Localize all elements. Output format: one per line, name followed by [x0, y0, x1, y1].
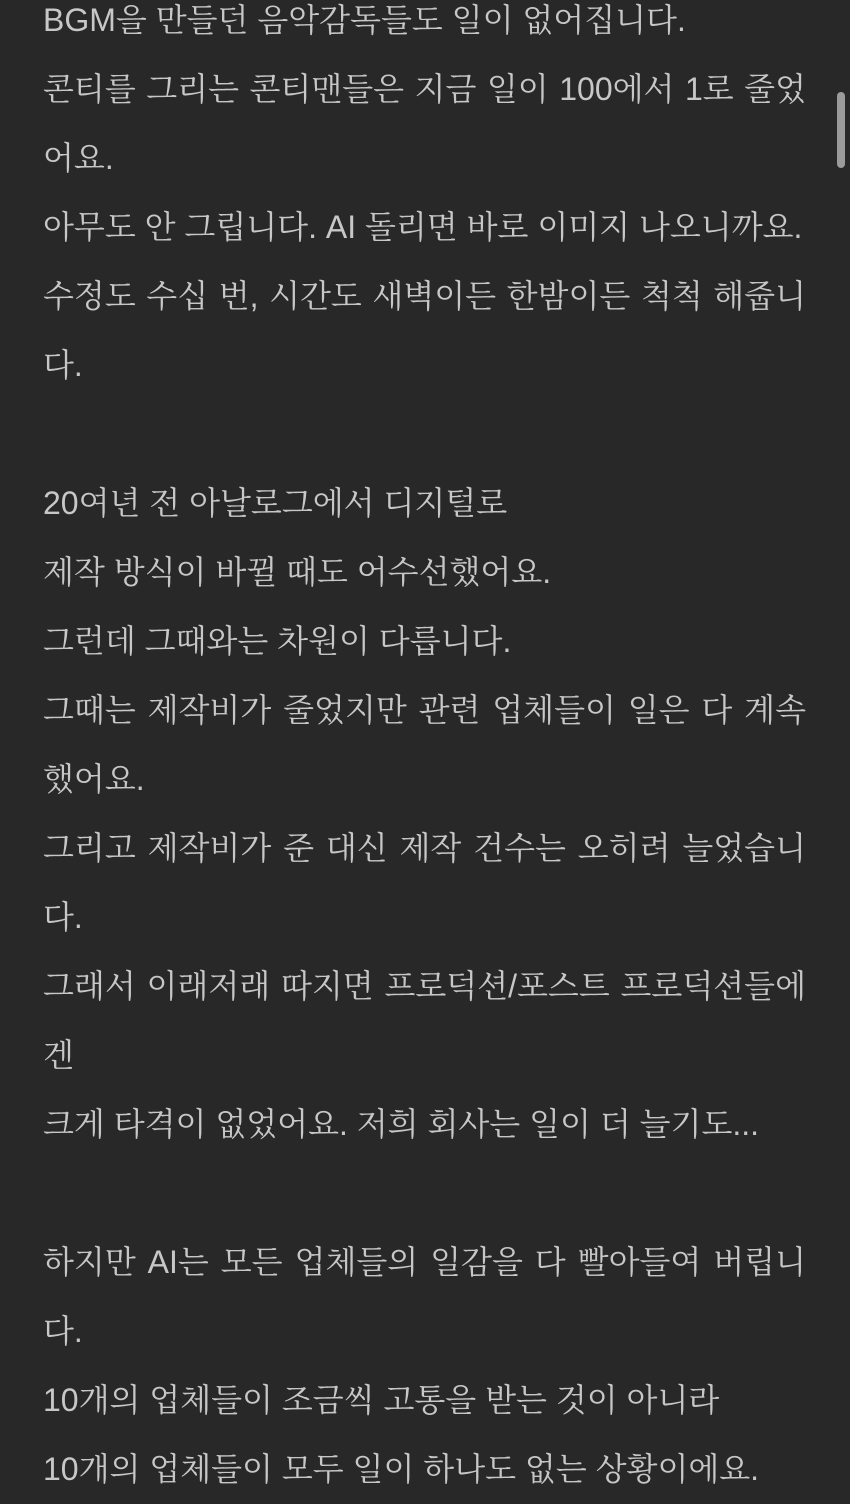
- blank-line: [43, 1159, 806, 1228]
- text-line: 콘티를 그리는 콘티맨들은 지금 일이 100에서 1로 줄었: [43, 71, 806, 107]
- text-line: 수정도 수십 번, 시간도 새벽이든 한밤이든 척척 해줍니: [43, 278, 806, 314]
- text-line: 10개의 업체들이 조금씩 고통을 받는 것이 아니라: [43, 1382, 720, 1418]
- text-line: 제작 방식이 바뀔 때도 어수선했어요.: [43, 554, 552, 590]
- text-line: BGM을 만들던 음악감독들도 일이 없어집니다.: [43, 2, 686, 38]
- text-line: 다.: [43, 899, 83, 935]
- text-line: 그런데 그때와는 차원이 다릅니다.: [43, 623, 512, 659]
- blank-line: [43, 400, 806, 469]
- text-line: 그래서 이래저래 따지면 프로덕션/포스트 프로덕션들에: [43, 968, 806, 1004]
- text-line: 하지만 AI는 모든 업체들의 일감을 다 빨아들여 버립니: [43, 1244, 806, 1280]
- text-line: 아무도 안 그립니다. AI 돌리면 바로 이미지 나오니까요.: [43, 209, 803, 245]
- scrollbar-thumb[interactable]: [837, 92, 845, 168]
- text-line: 어요.: [43, 140, 114, 176]
- text-line: 다.: [43, 1313, 83, 1349]
- text-line: 했어요.: [43, 761, 145, 797]
- text-line: 크게 타격이 없었어요. 저희 회사는 일이 더 늘기도...: [43, 1106, 760, 1142]
- text-line: 그때는 제작비가 줄었지만 관련 업체들이 일은 다 계속: [43, 692, 806, 728]
- text-line: 겐: [43, 1037, 74, 1073]
- text-line: 다.: [43, 347, 83, 383]
- text-line: 그리고 제작비가 준 대신 제작 건수는 오히려 늘었습니: [43, 830, 806, 866]
- post-text-body: [43, 0, 806, 1504]
- text-line: 10개의 업체들이 모두 일이 하나도 없는 상황이에요.: [43, 1451, 760, 1487]
- text-line: 20여년 전 아날로그에서 디지털로: [43, 485, 508, 521]
